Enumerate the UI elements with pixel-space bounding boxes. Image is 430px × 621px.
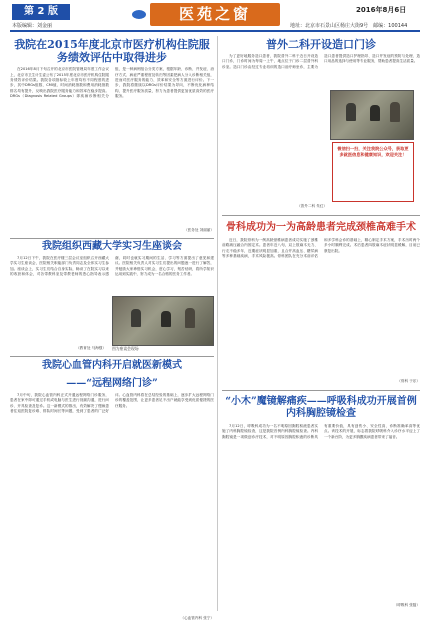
article-headline: 我院心血管内科开启就医新模式 (42, 360, 182, 371)
article-cervical-surgery (222, 222, 420, 384)
photo-caption: 图为座谈会现场 (112, 346, 139, 351)
article-headline: “小木”魔镜解痛疾——呼吸科成功开展首例内科胸腔镜检查 (225, 396, 417, 419)
article-body: 近日，我院骨科为一例高龄颈椎病患者成功实施了颈椎前路减压融合内固定术。患者年近八旬，双上肢麻木无力、行走不稳多年，近期症状明显加重，且合并高血压、糖尿病等多种基础疾病，手术风险极高。骨科团队在充分术前评估和多学科会诊的基础上，精心制定手术方案，手术历时两个多小时顺利完成。术后患者四肢麻木症状明显缓解，目前已康复出院。 (222, 238, 420, 258)
article-body: 7月中旬，我院心血管内科正式开通远程网络门诊服务，患者在家中即可通过手机或电脑与医生进行视频沟通，进行问诊、开具检查及复诊。这一新模式的推出，有效解决了慢病患者往返医院复诊难、排队时间长等问题，受到了患者的广泛好评。心血管内科将在总结经验的基础上，逐步扩大远程网络门诊的覆盖范围，让更多患者足不出户就能享受到优质便捷的医疗服务。 (10, 393, 214, 413)
article-headline: 骨科成功为一为高龄患者完成颈椎高难手术 (226, 222, 416, 233)
section-rule (222, 390, 420, 391)
article-body: 7月12日下午，我院在医疗楼三层会议室组织召开西藏大学实习生座谈会，医院相关职能部门负责同志及全体实习生参加。座谈会上，实习生们结合自身实际，畅谈了在院实习以来的收获和体会，对各带教科室及带教老师的悉心指导表示感谢，同时也就实习期间的生活、学习等方面提出了意见和建议。医院相关负责人对实习生们提出的问题逐一进行了解答，并勉励大家珍惜实习机会，虚心学习，刻苦钻研，将所学知识运用到实践中，努力成为一名合格的医务工作者。 (10, 256, 214, 276)
editor-credit: 本版编辑：刘金丽 (12, 23, 53, 29)
article-body: 为了更好地服务造口患者，我院普外二科于近日开设造口门诊，门诊时间为每周一上午，地点位于门诊二层普外科诊室。造口门诊由经过专业培训的造口治疗师坐诊，主要为造口患者提供造口护理指导、造口并发症的预防与处理、造口用品的选择与使用等专业服务，帮助患者提高生活质量。 (222, 54, 420, 69)
article-byline: （骨科 于乐） (397, 379, 420, 383)
masthead-rule (10, 30, 420, 32)
issue-date: 2016年8月6日 (356, 6, 407, 14)
section-rule (222, 215, 420, 216)
article-headline: 普外二科开设造口门诊 (266, 38, 376, 51)
article-subhead: ——“远程网络门诊” (66, 378, 158, 389)
article-headline: 我院组织西藏大学实习生座谈会 (42, 241, 182, 252)
article-byline: （医务处 刘丽丽） (184, 228, 214, 233)
section-title: 医苑之窗 (178, 5, 251, 23)
article-headline: 我院在2015年度北京市医疗机构住院服务绩效评估中取得进步 (14, 38, 210, 65)
article-thoracoscopy (222, 396, 420, 608)
wechat-promo-box (332, 142, 414, 202)
article-byline: （呼吸科 张磊） (393, 603, 420, 607)
article-drg-evaluation (10, 38, 214, 233)
masthead (0, 0, 430, 38)
article-byline: （普外二科 朱红） (297, 204, 327, 208)
section-number: 第 2 版 (12, 4, 70, 20)
banner-decoration-icon (132, 10, 146, 19)
article-byline: （心血管内科 张宁） (180, 616, 214, 620)
article-remote-clinic (10, 360, 214, 621)
article-body: 7月12日，呼吸科成功为一名不明原因胸腔积液患者实施了内科胸腔镜检查，这是我院首例内科胸腔镜检查。内科胸腔镜是一项微创诊疗技术，对不明原因胸腔积液的诊断具有重要价值，具有创伤小、安全性高、诊断准确率高等优点。该技术的开展，标志着我院呼吸科介入诊疗水平迈上了一个新台阶，为更多胸膜疾病患者带来了福音。 (222, 424, 420, 439)
section-rule (10, 238, 214, 239)
section-rule (10, 356, 214, 357)
column-divider (217, 36, 218, 611)
article-byline: （教育处 马海强） (76, 346, 106, 350)
article-body: 在2016年8月下旬召开的北京市医院管理局年度工作会议上，北京市卫生计生委公布了2015年度北京市医疗机构住院服务绩效评价结果。我院各项指标较上年度均有不同程度的进步，其中DRGs组数、CMI值、时间消耗指数和费用消耗指数排名均有提升，反映出我院医疗服务能力和效率在稳步提高。DRGs（Diagnosis Related Groups）即疾病诊断相关分组，是一种病例组合分类方案，根据年龄、诊断、并发症、治疗方式、病症严重程度及转归等因素把病人分入诊断相关组，进而对医疗服务的能力、效率和安全等方面进行评价。下一步，我院将继续以DRGs评价结果为导向，不断优化病种结构，提升医疗服务质量，努力为患者提供更加优质高效的医疗服务。 (10, 67, 214, 98)
section-banner (150, 3, 280, 26)
promo-text: 微信扫一扫，关注我院公众号，获取更多就医信息和健康知识，欢迎关注！ (337, 146, 409, 157)
hospital-address: 地址：北京市石景山区杨庄大街9号 邮编：100144 (290, 23, 408, 29)
clinic-photo (330, 90, 414, 140)
meeting-photo (112, 296, 214, 346)
